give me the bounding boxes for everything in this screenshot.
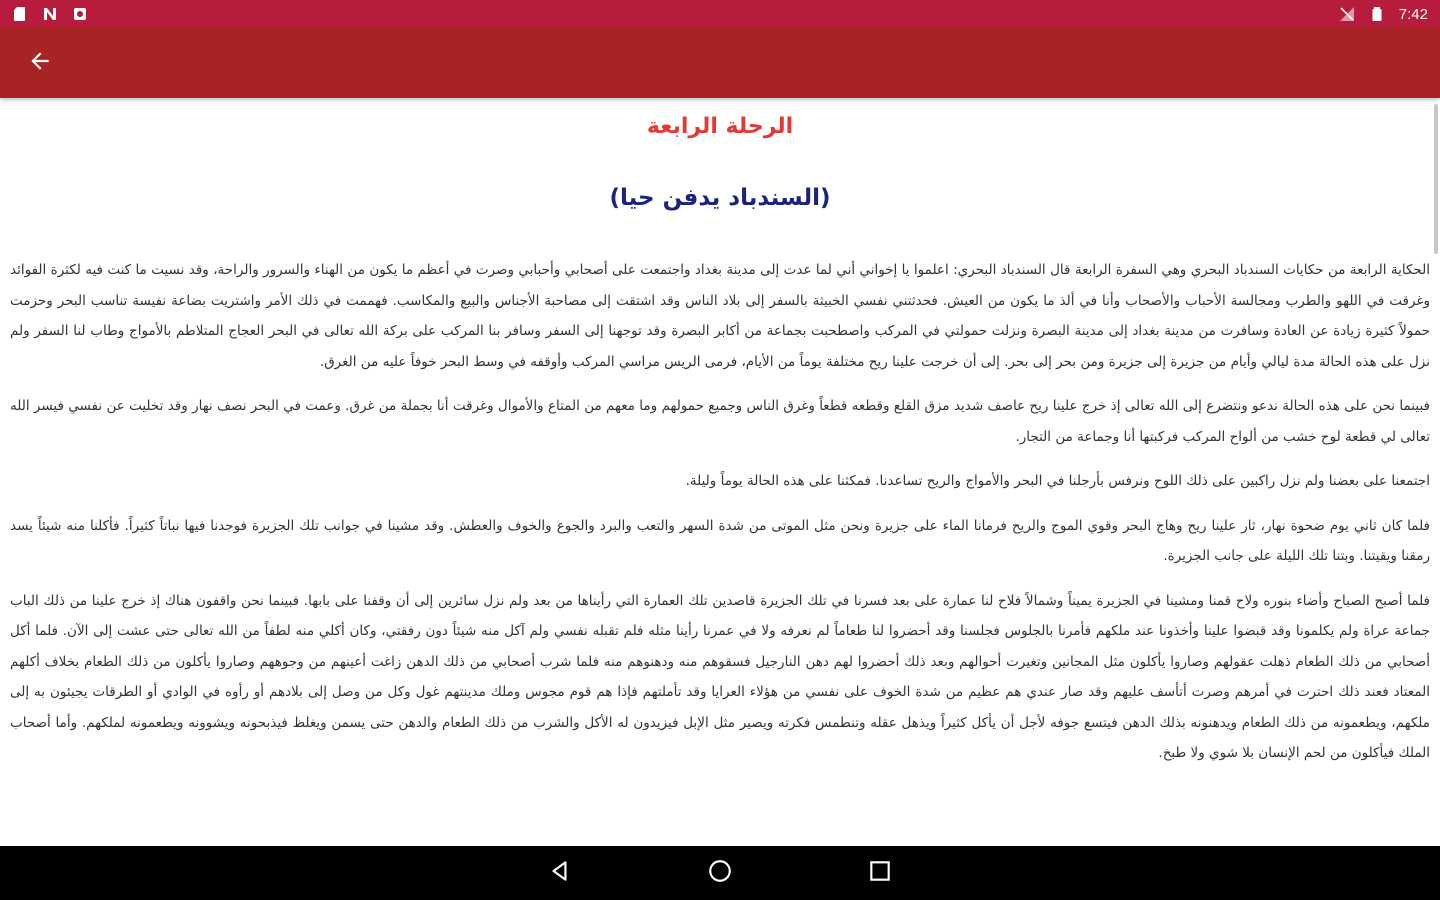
app-bar xyxy=(0,28,1440,98)
status-time: 7:42 xyxy=(1398,5,1428,23)
story-paragraph: فلما أصبح الصباح وأضاء بنوره ولاح قمنا ومشينا في الجزيرة يميناً وشمالاً فلاح لنا عمارة على بعد فسرنا في تلك الجزيرة قاصدين تلك العمارة التي رأيناها من بعد ولم نزل سائرين إلى أن وقفنا على بابها. فبينما نحن واقفون هناك إذ خرج علينا من ذلك الباب جماعة عراة ولم يكلمونا وقد قبضوا علينا وأخذونا عند ملكهم فأمرنا بالجلوس فجلسنا وقد أحضروا لنا طعاماً لم نعرفه ولا في عمرنا رأينا مثله فلم تقبله نفسي ولم آكل منه شيئاً دون رفقتي، وكان أكلي منه لطفاً من الله تعالى حتى عشت إلى الآن. فلما أكل أصحابي من ذلك الطعام ذهلت عقولهم وصاروا يأكلون مثل المجانين وتغيرت أحوالهم وبعد ذلك أحضروا لهم دهن النارجيل فسقوهم منه ودهنوهم منه فلما شرب أصحابي من ذلك الدهن زاغت أعينهم من وجوههم وصاروا يأكلون من ذلك الطعام بخلاف أكلهم المعتاد فعند ذلك احترت في أمرهم وصرت أتأسف عليهم وقد صار عندي هم عظيم من شدة الخوف على نفسي من هؤلاء العرايا وقد تأملتهم فإذا هم قوم مجوس وملك مدينتهم غول وكل من وصل إلى بلادهم أو رأوه في الوادي أو الطرقات يجيئون به إلى ملكهم، ويطعمونه من ذلك الطعام ويدهنونه بذلك الدهن فيتسع جوفه لأجل أن يأكل كثيراً ويذهل عقله وتنطمس فكرته ويصير مثل الإبل فيزيدون له الأكل والشرب من ذلك الطعام والدهن حتى يسمن ويغلظ فيذبحونه ويشوونه ويطعمونه لملكهم. وأما أصحاب الملك فيأكلون من لحم الإنسان بلا شوي ولا طبخ. xyxy=(10,592,1430,761)
chapter-title: الرحلة الرابعة xyxy=(646,114,794,139)
story-paragraph: الحكاية الرابعة من حكايات السندباد البحري وهي السفرة الرابعة قال السندباد البحري: اعلموا يا إخواني أني لما عدت إلى مدينة بغداد واجتمعت على أصحابي وأحبابي وصرت في أعظم ما يكون من الهناء والسرور والراحة، وقد نسيت ما كنت فيه لكثرة الفوائد وغرقت في اللهو والطرب ومجالسة الأحباب والأصحاب وأنا في ألذ ما يكون من العيش. فحدثتني نفسي الخبيثة بالسفر إلى بلاد الناس وقد اشتقت إلى مصاحبة الأجناس والبيع والمكاسب. فهممت في ذلك الأمر واشتريت بضاعة نفيسة تناسب البحر وحزمت حمولاً كثيرة زيادة عن العادة وسافرت من مدينة بغداد إلى مدينة البصرة ونزلت حمولتي في المركب واصطحبت بجماعة من أكابر البصرة وقد توجهنا إلى السفر وسافر بنا المركب على بركة الله تعالى في البحر العجاج المتلاطم بالأمواج وطاب لنا السفر ولم نزل على هذه الحالة مدة ليالي وأيام من جزيرة إلى جزيرة ومن بحر إلى بحر. إلى أن خرجت علينا ريح مختلفة يوماً من الأيام، فرمى الريس مراسي المركب وأوقفه في وسط البحر خوفاً عليه من الغرق. xyxy=(10,262,1430,370)
status-right-icons xyxy=(1339,6,1428,23)
nav-home-button[interactable] xyxy=(700,853,740,893)
square-recents-icon xyxy=(867,858,893,888)
story-paragraph: فلما كان ثاني يوم ضحوة نهار، ثار علينا ريح وهاج البحر وقوي الموج والريح فرمانا الماء على جزيرة ونحن مثل الموتى من شدة السهر والتعب والبرد والجوع والخوف والعطش. وقد مشينا في جوانب تلك الجزيرة فوجدنا فيها نباتاً كثيراً. فأكلنا منه شيئاً يسد رمقنا ويقيتنا. وبتنا تلك الليلة على جانب الجزيرة. xyxy=(10,517,1430,564)
story-paragraph: اجتمعنا على بعضنا ولم نزل راكبين على ذلك اللوح ونرفس بأرجلنا في البحر والأمواج والريح تساعدنا. فمكثنا على هذه الحالة يوماً وليلة. xyxy=(685,473,1430,489)
sd-card-icon xyxy=(12,6,28,22)
navigation-bar xyxy=(0,846,1440,900)
nav-recents-button[interactable] xyxy=(860,853,900,893)
back-button[interactable] xyxy=(12,35,68,91)
story-content[interactable] xyxy=(0,100,1440,846)
photo-icon xyxy=(72,6,88,22)
nav-back-button[interactable] xyxy=(540,853,580,893)
battery-icon xyxy=(1369,6,1385,22)
chapter-subtitle: (السندباد يدفن حيا) xyxy=(609,185,831,211)
signal-icon xyxy=(1339,6,1355,22)
story-body xyxy=(10,255,1430,769)
circle-home-icon xyxy=(707,858,733,888)
scrollbar[interactable] xyxy=(1434,104,1438,254)
status-bar xyxy=(0,0,1440,28)
story-paragraph: فبينما نحن على هذه الحالة ندعو ونتضرع إلى الله تعالى إذ خرج علينا ريح عاصف شديد مزق القلع وقطعه قطعاً وغرق الناس وجميع حمولهم وما معهم من المتاع والأموال وغرقت أنا بجملة من غرق. وعمت في البحر نصف نهار وقد تخليت عن نفسي فيسر الله تعالى لي قطعة لوح خشب من ألواح المركب فركبتها أنا وجماعة من التجار. xyxy=(10,398,1430,445)
triangle-back-icon xyxy=(547,858,573,888)
status-left-icons xyxy=(12,6,88,22)
nfc-icon xyxy=(42,6,58,22)
arrow-back-icon xyxy=(27,48,53,78)
